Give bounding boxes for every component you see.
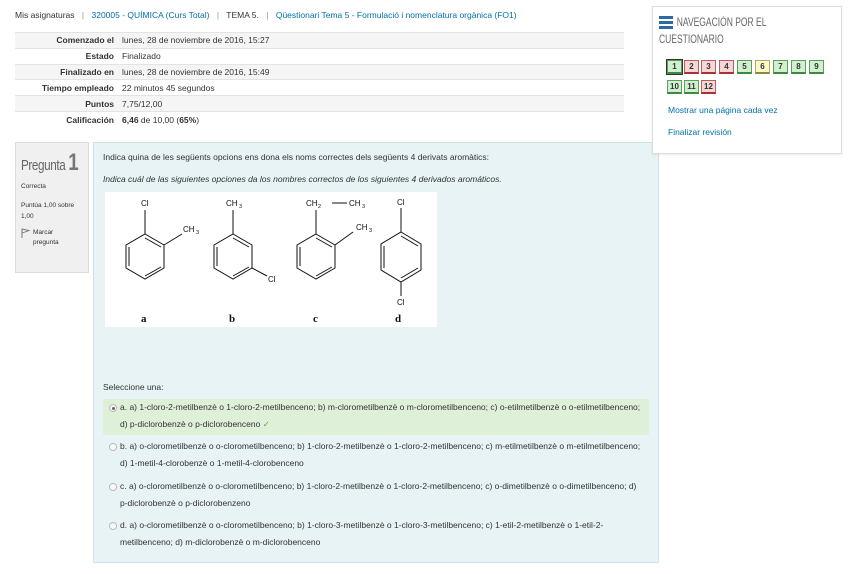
question-button-2[interactable]: 2 [684,60,699,74]
label-cl: Cl [141,199,149,208]
answer-prompt: Seleccione una: [103,382,164,392]
breadcrumb-section: TEMA 5. [226,10,259,20]
label-sub: 3 [369,228,373,234]
summary-value: 7,75/12,00 [119,96,624,112]
question-content [93,142,659,563]
question-button-9[interactable]: 9 [809,60,824,74]
flag-label: Marcar pregunta [33,229,59,246]
summary-value: Finalizado [119,48,624,64]
finish-review-link[interactable]: Finalizar revisión [668,127,732,137]
label-sub: 3 [239,204,243,210]
molecule-d [381,208,421,296]
label-cl: Cl [397,198,405,207]
question-button-8[interactable]: 8 [791,60,806,74]
grade-close: ) [196,114,200,125]
question-grade: Puntúa 1,00 sobre 1,00 [21,202,75,220]
label-cl: Cl [268,275,276,284]
question-button-4[interactable]: 4 [719,60,734,74]
molecule-label-a: a [141,313,147,325]
breadcrumb-course[interactable]: 320005 - QUÍMICA (Curs Total) [91,10,210,20]
question-number [21,149,79,177]
answer-option-a[interactable] [103,399,649,435]
correct-check-icon: ✓ [262,419,270,429]
question-button-7[interactable]: 7 [773,60,788,74]
summary-label: Puntos [15,96,119,112]
summary-row-started [15,33,624,49]
flag-icon [21,228,30,238]
answer-text-a: a. a) 1-cloro-2-metilbenzè o 1-cloro-2-metilbenceno; b) m-clorometilbenzè o m-clorometilbenceno; c) o-etilmetilbenzè o o-etilmetilbenceno; d) p-diclorobenzè o p-diclorobenceno [120,402,641,429]
molecule-label-b: b [229,313,236,325]
question-number-value: 1 [68,149,79,176]
molecule-label-d: d [395,313,402,325]
label-ch: CH [306,199,318,208]
flag-question-button[interactable] [21,228,83,248]
question-button-1[interactable]: 1 [667,60,682,74]
summary-label: Comenzado el [15,33,119,49]
answer-option-d[interactable] [103,517,649,553]
answer-radio-a[interactable] [109,404,117,412]
question-text-spanish: Indica cuál de las siguientes opciones da los nombres correctos de los siguientes 4 derivados aromáticos. [103,174,502,184]
breadcrumb-separator: | [216,10,220,20]
label-sub: 3 [362,204,366,210]
summary-label: Tiempo empleado [15,80,119,96]
show-one-page-link[interactable]: Mostrar una página cada vez [668,105,778,115]
molecule-a [126,210,182,279]
summary-value: 22 minutos 45 segundos [119,80,624,96]
summary-row-points [15,96,624,112]
attempt-summary-table [15,32,624,127]
nav-title-line1: NAVEGACIÓN POR EL [676,17,767,29]
quiz-navigation-title [659,15,837,49]
summary-label: Calificación [15,111,119,127]
summary-label: Estado [15,48,119,64]
question-state: Correcta [21,183,46,190]
question-info [15,142,89,273]
answer-radio-b[interactable] [109,443,117,451]
summary-value: lunes, 28 de noviembre de 2016, 15:49 [119,64,624,80]
answer-text-c: c. a) o-clorometilbenzè o o-clorometilbenceno; b) 1-cloro-2-metilbenzè o 1-cloro-2-metilbenceno; c) o-dimetilbenzè o o-dimetilbenceno; d) p-diclorobenzè o p-diclorobenzeno [120,481,637,508]
grade-of: de 10,00 ( [140,114,180,125]
label-sub: 3 [196,230,200,236]
molecule-label-c: c [313,313,318,325]
label-ch: CH [349,199,361,208]
breadcrumb-separator: | [266,10,269,20]
label-ch: CH [183,225,195,234]
question-button-11[interactable]: 11 [684,80,699,94]
nav-title-line2: CUESTIONARIO [659,34,724,46]
molecule-b [214,210,267,279]
summary-value: lunes, 28 de noviembre de 2016, 15:27 [119,33,624,49]
answer-option-c[interactable] [103,478,649,514]
question-button-10[interactable]: 10 [667,80,682,94]
grade-score: 6,46 [122,114,139,125]
question-button-6[interactable]: 6 [755,60,770,74]
breadcrumb-my-courses[interactable]: Mis asignaturas [15,10,75,20]
molecule-structures-image [105,192,437,327]
label-cl: Cl [397,298,405,307]
label-ch: CH [356,223,368,232]
molecule-c [297,203,353,279]
question-title-word: Pregunta [21,157,66,174]
summary-row-grade [15,111,624,127]
question-button-3[interactable]: 3 [701,60,716,74]
breadcrumb [15,10,517,20]
breadcrumb-quiz[interactable]: Qüestionari Tema 5 - Formulació i nomenclatura orgànica (FO1) [275,10,517,20]
summary-row-state [15,48,624,64]
label-ch: CH [226,199,238,208]
breadcrumb-separator: | [81,10,85,20]
quiz-navigation-block [652,6,842,154]
answer-option-b[interactable] [103,438,649,474]
question-button-5[interactable]: 5 [737,60,752,74]
label-sub: 2 [318,204,322,210]
summary-label: Finalizado en [15,64,119,80]
summary-row-time [15,80,624,96]
answer-text-b: b. a) o-clorometilbenzè o o-clorometilbenceno; b) 1-cloro-2-metilbenzè o 1-cloro-2-metilbenceno; c) m-etilmetilbenzè o m-etilmetilbenceno; d) 1-metil-4-clorobenzè o 1-metil-4-clorobenceno [120,441,641,468]
summary-row-finished [15,64,624,80]
answer-radio-c[interactable] [109,483,117,491]
question-text-catalan: Indica quina de les següents opcions ens dona els noms correctes dels següents 4 derivats aromàtics: [103,152,490,162]
answer-radio-d[interactable] [109,522,117,530]
summary-grade-value [119,111,624,127]
answer-text-d: d. a) o-clorometilbenzè o o-clorometilbenceno; b) 1-cloro-3-metilbenzè o 1-cloro-3-metilbenceno; c) 1-etil-2-metilbenzè o 1-etil-2-metilbenceno; d) m-diclorobenzè o m-diclorobenceno [120,520,604,547]
grade-percent: 65% [179,114,197,125]
question-button-12[interactable]: 12 [701,80,716,94]
